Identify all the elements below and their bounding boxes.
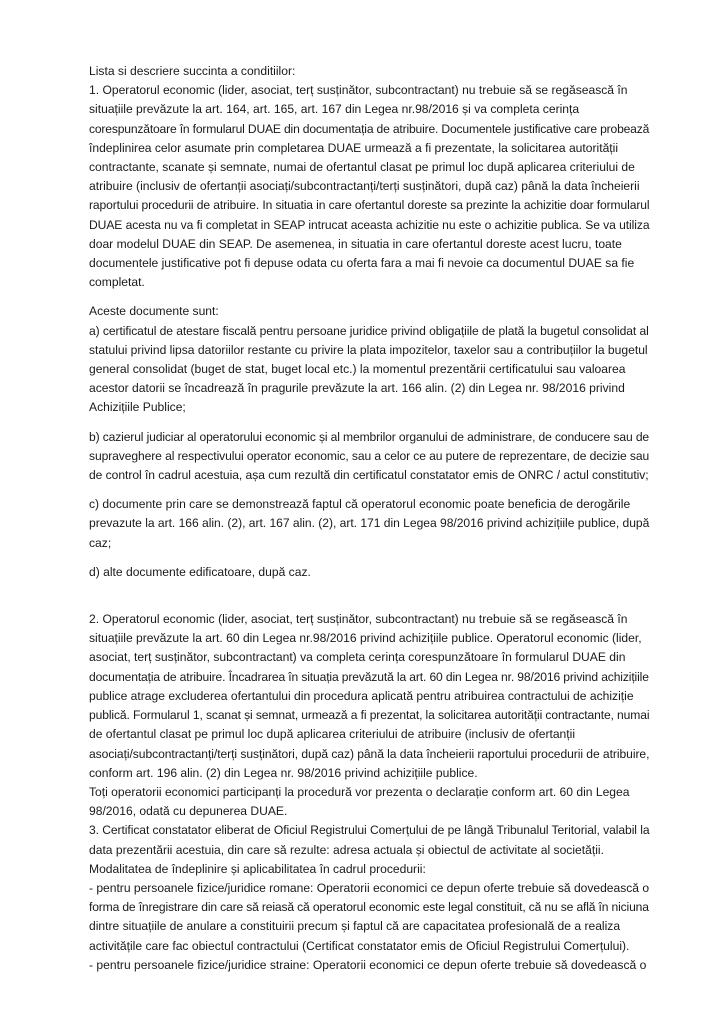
text-line: documentele justificative pot fi depuse odata cu oferta fara a mai fi nevoie ca documentul DUAE sa fie [89,256,635,271]
text-line: DUAE acesta nu va fi completat in SEAP intrucat aceasta achizitie nu este o achizitie publica. Se va utiliza [89,217,650,232]
text-line: caz; [89,535,112,550]
text-line: statului privind lipsa datoriilor restante cu privire la plata impozitelor, taxelor sau a contribuțiilor la bugetul [89,342,648,357]
text-line: publice atrage excluderea ofertantului din procedura aplicată pentru atribuirea contractului de achiziție [89,688,634,703]
text-line: publică. Formularul 1, scanat și semnat, urmează a fi prezentat, la solicitarea autorității contractante, numai [89,708,650,723]
text-line: îndeplinirea celor asumate prin completarea DUAE urmează a fi prezentate, la solicitarea autorității [89,140,619,155]
text-line: acestor datorii se încadrează în pragurile prevăzute la art. 166 alin. (2) din Legea nr. 98/2016 privind [89,381,625,396]
text-line: a) certificatul de atestare fiscală pentru persoane juridice privind obligațiile de plată la bugetul consolidat al [89,323,649,338]
document-body [89,62,649,975]
text-line: raportului procedurii de atribuire. In situatia in care ofertantul doreste sa prezinte la achizitie doar formularul [89,198,650,213]
paragraph-spacer [89,485,649,495]
paragraph-documents-d [89,563,649,582]
text-line: corespunzătoare în formularul DUAE din documentația de atribuire. Documentele justificative care probează [89,121,650,136]
paragraph-conditions-intro [89,62,649,292]
text-line: general consolidat (buget de stat, buget local etc.) la momentul prezentării certificatului sau valoarea [89,362,626,377]
text-line: Lista si descriere succinta a conditiilor: [89,64,296,78]
text-line: 1. Operatorul economic (lider, asociat, terț susținător, subcontractant) nu trebuie să se regăsească în [89,83,628,98]
text-line: situațiile prevăzute la art. 60 din Legea nr.98/2016 privind achizițiile publice. Operatorul economic (lider, [89,631,642,646]
text-line: documentația de atribuire. Încadrarea în situația prevăzută la art. 60 din Legea nr. 98/2016 privind achizițiile [89,669,649,684]
text-line: - pentru persoanele fizice/juridice romane: Operatorii economici ce depun oferte trebuie să dovedească o [89,880,650,895]
text-line: data prezentării acestuia, din care să rezulte: adresa actuala și obiectul de activitate al societății. [89,842,604,857]
text-line: de ofertantul clasat pe primul loc după aplicarea criteriului de atribuire (inclusiv de ofertanții [89,727,576,742]
paragraph-spacer [89,582,649,610]
text-line: asociați/subcontractanți/terți susținători, după caz) până la data încheierii raportului procedurii de atribuire, [89,746,650,761]
text-line: atribuire (inclusiv de ofertanții asociați/subcontractanți/terți susținători, după caz) până la data încheierii [89,179,640,194]
paragraph-spacer [89,292,649,302]
text-line: Toți operatorii economici participanți la procedură vor prezenta o declarație conform art. 60 din Legea [89,784,630,799]
text-line: d) alte documente edificatoare, după caz. [89,564,311,579]
text-line: b) cazierul judiciar al operatorului economic și al membrilor organului de administrare, de conducere sau de [89,429,650,444]
text-line: dintre situațiile de anulare a constituirii precum și faptul că are capacitatea profesională de a realiza [89,919,621,934]
paragraph-documents-c [89,495,649,553]
text-line: Achizițiile Publice; [89,400,186,415]
paragraph-spacer [89,418,649,428]
text-line: supraveghere al respectivului operator economic, sau a celor ce au putere de reprezentare, de decizie sau [89,448,650,463]
paragraph-conditions-2-3 [89,610,649,975]
text-line: Modalitatea de îndeplinire și aplicabilitatea în cadrul procedurii: [89,861,426,876]
paragraph-spacer [89,553,649,563]
text-line: forma de înregistrare din care să reiasă că operatorul economic este legal constituit, că nu se află în niciuna [89,900,649,915]
text-line: asociat, terț susținător, subcontractant) va completa cerința corespunzătoare în formularul DUAE din [89,650,626,665]
text-line: activitățile care fac obiectul contractului (Certificat constatator emis de Oficiul Registrului Comerțului). [89,938,630,953]
text-line: c) documente prin care se demonstrează faptul că operatorul economic poate beneficia de derogările [89,497,631,512]
text-line: completat. [89,275,145,290]
text-line: doar modelul DUAE din SEAP. De asemenea, in situatia in care ofertantul doreste acest lucru, toate [89,236,622,251]
text-line: contractante, scanate și semnate, numai de ofertantul clasat pe primul loc după aplicarea criteriului de [89,160,635,175]
text-line: - pentru persoanele fizice/juridice straine: Operatorii economici ce depun oferte trebuie să dovedească o [89,957,647,972]
paragraph-documents-a [89,302,649,417]
text-line: conform art. 196 alin. (2) din Legea nr. 98/2016 privind achizițiile publice. [89,765,478,780]
text-line: Aceste documente sunt: [89,304,219,319]
text-line: de control în cadrul acestuia, așa cum rezultă din certificatul constatator emis de ONRC / actul constitutiv; [89,468,649,483]
text-line: situațiile prevăzute la art. 164, art. 165, art. 167 din Legea nr.98/2016 și va completa cerința [89,102,580,117]
text-line: 98/2016, odată cu depunerea DUAE. [89,804,288,819]
paragraph-documents-b [89,428,649,486]
text-line: 2. Operatorul economic (lider, asociat, terț susținător, subcontractant) nu trebuie să se regăsească în [89,612,628,627]
text-line: prevazute la art. 166 alin. (2), art. 167 alin. (2), art. 171 din Legea 98/2016 privind achizițiile publice, după [89,516,650,531]
text-line: 3. Certificat constatator eliberat de Oficiul Registrului Comerțului de pe lângă Tribunalul Teritorial, valabil la [89,823,650,838]
